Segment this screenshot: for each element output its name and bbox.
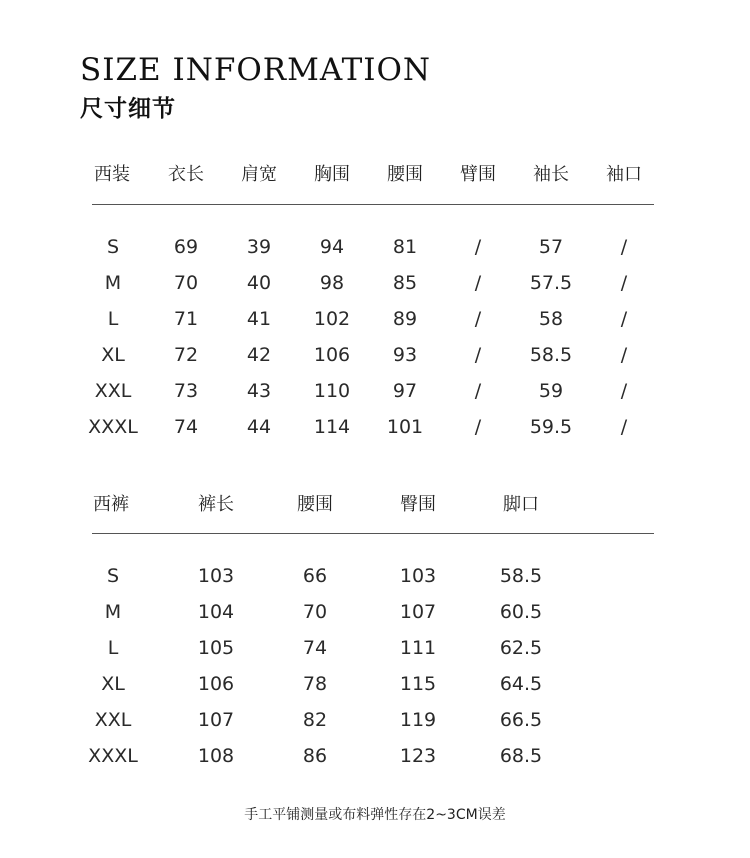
value-cell: 66.5	[499, 709, 543, 731]
table-row	[0, 702, 750, 738]
value-cell: 42	[246, 344, 272, 366]
table-row	[0, 409, 750, 445]
header-cell: 西装	[94, 164, 130, 185]
size-cell: XL	[101, 673, 125, 695]
value-cell: 59	[538, 380, 564, 402]
value-cell: 58.5	[529, 344, 573, 366]
value-cell: 98	[319, 272, 345, 294]
title-english: SIZE INFORMATION	[80, 52, 432, 88]
value-cell: 64.5	[499, 673, 543, 695]
header-cell: 袖口	[606, 164, 642, 185]
table-row	[0, 594, 750, 630]
value-cell: 85	[392, 272, 418, 294]
size-cell: XXL	[94, 709, 132, 731]
value-cell: 74	[302, 637, 328, 659]
value-cell: 62.5	[499, 637, 543, 659]
header-cell: 西裤	[93, 494, 129, 515]
value-cell: 86	[302, 745, 328, 767]
value-cell: 40	[246, 272, 272, 294]
value-cell: 103	[399, 565, 437, 587]
value-cell: 106	[313, 344, 351, 366]
header-cell: 衣长	[168, 164, 204, 185]
table-row	[0, 337, 750, 373]
value-cell: 101	[386, 416, 424, 438]
header-cell: 肩宽	[241, 164, 277, 185]
trousers-size-table	[0, 487, 750, 523]
value-cell: 39	[246, 236, 272, 258]
value-cell: 74	[173, 416, 199, 438]
value-cell: 44	[246, 416, 272, 438]
measurement-note: 手工平铺测量或布料弹性存在2~3CM误差	[244, 807, 506, 823]
value-cell: /	[620, 236, 628, 258]
value-cell: 104	[197, 601, 235, 623]
divider-line	[92, 204, 654, 205]
value-cell: 41	[246, 308, 272, 330]
value-cell: 60.5	[499, 601, 543, 623]
size-cell: XXL	[94, 380, 132, 402]
value-cell: /	[620, 380, 628, 402]
value-cell: 82	[302, 709, 328, 731]
header-cell: 臂围	[460, 164, 496, 185]
size-cell: M	[104, 272, 122, 294]
table-row	[0, 630, 750, 666]
value-cell: /	[474, 236, 482, 258]
value-cell: 94	[319, 236, 345, 258]
value-cell: 123	[399, 745, 437, 767]
value-cell: 57.5	[529, 272, 573, 294]
value-cell: /	[620, 416, 628, 438]
header-cell: 腰围	[387, 164, 423, 185]
value-cell: /	[620, 272, 628, 294]
value-cell: 58.5	[499, 565, 543, 587]
value-cell: 59.5	[529, 416, 573, 438]
table-header-row	[0, 487, 750, 523]
value-cell: 68.5	[499, 745, 543, 767]
value-cell: 66	[302, 565, 328, 587]
value-cell: 102	[313, 308, 351, 330]
value-cell: 107	[399, 601, 437, 623]
value-cell: 89	[392, 308, 418, 330]
trousers-size-rows	[0, 558, 750, 774]
value-cell: /	[474, 416, 482, 438]
table-row	[0, 666, 750, 702]
size-cell: XXXL	[88, 416, 138, 438]
value-cell: /	[474, 380, 482, 402]
value-cell: /	[620, 308, 628, 330]
header-cell: 裤长	[198, 494, 234, 515]
value-cell: 57	[538, 236, 564, 258]
value-cell: 106	[197, 673, 235, 695]
header-cell: 臀围	[400, 494, 436, 515]
value-cell: /	[474, 344, 482, 366]
table-row	[0, 265, 750, 301]
table-header-row	[0, 157, 750, 193]
value-cell: 69	[173, 236, 199, 258]
header-cell: 袖长	[533, 164, 569, 185]
value-cell: 73	[173, 380, 199, 402]
value-cell: 70	[302, 601, 328, 623]
value-cell: 119	[399, 709, 437, 731]
size-cell: M	[104, 601, 122, 623]
size-cell: S	[106, 565, 120, 587]
jacket-size-table	[0, 157, 750, 193]
size-cell: L	[107, 308, 119, 330]
value-cell: 97	[392, 380, 418, 402]
table-row	[0, 373, 750, 409]
value-cell: 93	[392, 344, 418, 366]
size-cell: XL	[101, 344, 125, 366]
header-cell: 腰围	[297, 494, 333, 515]
value-cell: 71	[173, 308, 199, 330]
value-cell: /	[474, 308, 482, 330]
value-cell: 78	[302, 673, 328, 695]
table-row	[0, 229, 750, 265]
value-cell: 111	[399, 637, 437, 659]
table-row	[0, 301, 750, 337]
size-cell: L	[107, 637, 119, 659]
size-cell: XXXL	[88, 745, 138, 767]
header-cell: 脚口	[503, 494, 539, 515]
jacket-size-rows	[0, 229, 750, 445]
title-chinese: 尺寸细节	[80, 96, 176, 122]
value-cell: 108	[197, 745, 235, 767]
value-cell: 72	[173, 344, 199, 366]
value-cell: 70	[173, 272, 199, 294]
value-cell: 114	[313, 416, 351, 438]
divider-line	[92, 533, 654, 534]
header-cell: 胸围	[314, 164, 350, 185]
value-cell: 105	[197, 637, 235, 659]
size-cell: S	[106, 236, 120, 258]
value-cell: 58	[538, 308, 564, 330]
value-cell: 43	[246, 380, 272, 402]
value-cell: /	[474, 272, 482, 294]
value-cell: 103	[197, 565, 235, 587]
value-cell: /	[620, 344, 628, 366]
value-cell: 110	[313, 380, 351, 402]
table-row	[0, 558, 750, 594]
value-cell: 107	[197, 709, 235, 731]
value-cell: 81	[392, 236, 418, 258]
table-row	[0, 738, 750, 774]
value-cell: 115	[399, 673, 437, 695]
